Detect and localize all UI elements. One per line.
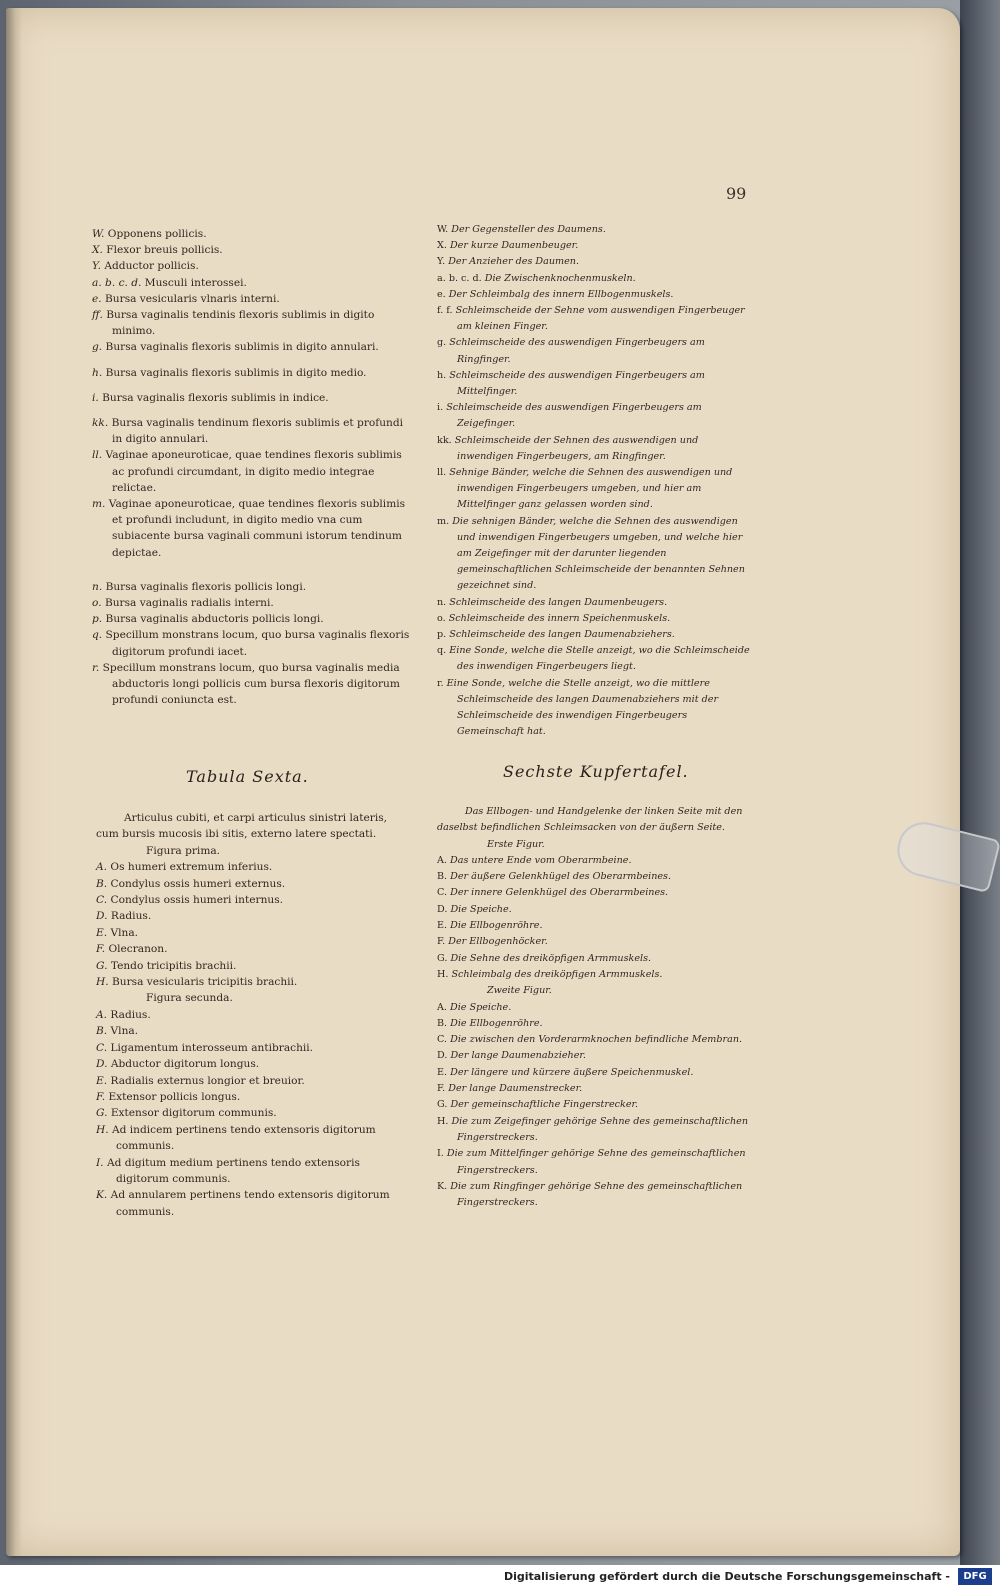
legend-entry	[437, 465, 755, 514]
entry-text: Extensor digitorum communis.	[110, 1107, 277, 1120]
entry-text: Radius.	[110, 1008, 151, 1021]
entry-text: Ad indicem pertinens tendo extensoris digitorum communis.	[111, 1123, 376, 1153]
entry-text: Specillum monstrans locum, quo bursa vaginalis flexoris digitorum profundi iacet.	[105, 629, 410, 658]
entry-label: E.	[437, 920, 448, 932]
legend-entry	[437, 869, 755, 885]
legend-entry	[96, 1073, 412, 1089]
entry-text: Schleimscheide des auswendigen Fingerbeugers am Ringfinger.	[449, 337, 705, 365]
entry-label: B.	[96, 877, 108, 890]
entry-text: Radialis externus longior et breuior.	[110, 1074, 305, 1087]
entry-label: G.	[96, 1107, 108, 1120]
entry-text: Vaginae aponeuroticae, quae tendines flexoris sublimis et profundi includunt, in digito medio vna cum subiacente bursa vaginali communi istorum tendinum depictae.	[108, 498, 406, 559]
legend-entry	[96, 1089, 412, 1105]
entry-text: Ad annularem pertinens tendo extensoris digitorum communis.	[110, 1189, 390, 1218]
entry-label: r.	[437, 677, 444, 689]
legend-entry	[437, 1179, 755, 1212]
entry-label: h.	[92, 366, 103, 379]
legend-entry	[96, 908, 412, 924]
entry-text: Die Speiche.	[450, 903, 512, 915]
legend-entry	[96, 941, 412, 957]
entry-label: o.	[437, 612, 446, 624]
entry-text: Musculi interossei.	[144, 276, 247, 289]
legend-entry	[437, 287, 755, 303]
entry-label: C.	[96, 894, 108, 907]
legend-entry	[92, 226, 412, 242]
entry-text: Abductor digitorum longus.	[110, 1058, 260, 1071]
entry-text: Der gemeinschaftliche Fingerstrecker.	[450, 1099, 639, 1111]
entry-text: Schleimscheide der Sehne vom auswendigen Fingerbeuger am kleinen Finger.	[455, 305, 745, 333]
entry-text: Der Ellbogenhöcker.	[448, 936, 548, 948]
entry-text: Schleimscheide des langen Daumenbeugers.	[449, 596, 668, 608]
entry-text: Flexor breuis pollicis.	[106, 244, 223, 257]
legend-entry	[92, 242, 412, 258]
entry-text: Opponens pollicis.	[107, 228, 207, 240]
legend-entry	[96, 1007, 412, 1023]
entry-text: Die zum Ringfinger gehörige Sehne des gemeinschaftlichen Fingerstreckers.	[450, 1180, 743, 1209]
dfg-logo: DFG	[958, 1568, 992, 1585]
legend-entry	[437, 335, 755, 367]
legend-entry	[437, 368, 755, 400]
entry-label: W.	[437, 224, 449, 235]
legend-entry	[96, 925, 412, 941]
entry-label: C.	[437, 1034, 448, 1046]
legend-entry	[92, 595, 412, 611]
legend-entry	[92, 660, 412, 709]
entry-text: Das untere Ende vom Oberarmbeine.	[450, 854, 632, 866]
legend-entry	[96, 1040, 412, 1056]
entry-label: q.	[437, 645, 447, 657]
legend-entry	[96, 859, 412, 875]
german-legend-kupfertafel	[437, 804, 755, 1211]
legend-entry	[437, 238, 755, 254]
entry-label: F.	[437, 1083, 446, 1095]
entry-text: Bursa vaginalis flexoris sublimis in digito annulari.	[105, 341, 379, 354]
legend-entry	[437, 1048, 755, 1064]
legend-entry	[437, 514, 755, 595]
entry-label: D.	[96, 1058, 108, 1071]
entry-label: n.	[92, 580, 103, 593]
entry-label: K.	[437, 1180, 448, 1192]
entry-text: Die Speiche.	[450, 1001, 512, 1013]
legend-entry	[437, 595, 755, 611]
entry-text: Bursa vaginalis tendinum flexoris sublimis et profundi in digito annulari.	[111, 417, 404, 446]
legend-entry	[92, 579, 412, 595]
entry-label: W.	[92, 228, 105, 240]
entry-label: n.	[437, 596, 447, 608]
entry-text: Specillum monstrans locum, quo bursa vaginalis media abductoris longi pollicis cum bursa flexoris digitorum profundi coniuncta est.	[102, 661, 400, 707]
entry-label: G.	[96, 959, 108, 972]
legend-entry	[96, 958, 412, 974]
entry-label: f. f.	[437, 305, 453, 317]
german-intro: Das Ellbogen- und Handgelenke der linken Seite mit den daselbst befindlichen Schleimsacken von der äußern Seite.	[437, 806, 743, 834]
latin-intro: Articulus cubiti, et carpi articulus sinistri lateris, cum bursis mucosis ibi sitis, externo latere spectati.	[96, 812, 388, 841]
legend-entry	[437, 303, 755, 335]
entry-label: i.	[437, 402, 444, 414]
legend-entry	[92, 291, 412, 307]
entry-label: I.	[96, 1156, 104, 1169]
legend-entry	[437, 627, 755, 643]
legend-entry	[96, 1105, 412, 1121]
legend-entry	[92, 415, 412, 447]
latin-fig2-list	[96, 1007, 412, 1220]
entry-label: kk.	[437, 434, 452, 446]
entry-label: D.	[437, 903, 448, 915]
legend-entry	[437, 934, 755, 950]
legend-entry	[92, 390, 412, 406]
entry-label: F.	[96, 1090, 106, 1103]
legend-entry	[96, 1155, 412, 1188]
legend-entry	[437, 1146, 755, 1179]
heading-sechste-kupfertafel: Sechste Kupfertafel.	[503, 762, 689, 781]
legend-entry	[92, 447, 412, 496]
entry-label: h.	[437, 369, 447, 381]
entry-label: Y.	[92, 260, 101, 273]
entry-label: B.	[437, 871, 448, 883]
entry-label: X.	[92, 244, 103, 257]
entry-text: Schleimscheide des auswendigen Fingerbeugers am Zeigefinger.	[446, 402, 702, 430]
entry-text: Der lange Daumenabzieher.	[450, 1050, 586, 1062]
entry-text: Bursa vesicularis tricipitis brachii.	[111, 976, 298, 989]
entry-label: m.	[437, 515, 450, 527]
legend-entry	[437, 254, 755, 270]
legend-entry	[437, 643, 755, 675]
entry-label: r.	[92, 661, 100, 674]
legend-entry	[96, 974, 412, 990]
latin-legend-tabula-sexta	[96, 810, 412, 1220]
entry-label: K.	[96, 1189, 108, 1202]
figura-prima-label: Figura prima.	[146, 844, 221, 857]
legend-entry	[92, 496, 412, 561]
page-gutter-edge	[6, 8, 22, 1556]
entry-label: D.	[437, 1050, 448, 1062]
entry-label: E.	[96, 926, 108, 939]
entry-text: Die zwischen den Vorderarmknochen befindliche Membran.	[450, 1034, 743, 1046]
entry-label: p.	[92, 613, 103, 626]
entry-text: Schleimscheide des auswendigen Fingerbeugers am Mittelfinger.	[449, 369, 705, 398]
entry-label: H.	[437, 1115, 449, 1127]
entry-label: H.	[437, 968, 449, 980]
legend-entry	[437, 1081, 755, 1097]
entry-label: E.	[437, 1066, 448, 1078]
entry-label: g.	[92, 341, 103, 354]
entry-text: Der innere Gelenkhügel des Oberarmbeines.	[450, 887, 669, 899]
german-legend-continued	[437, 222, 755, 741]
latin-fig1-list	[96, 859, 412, 990]
entry-text: Condylus ossis humeri internus.	[110, 894, 284, 907]
legend-entry	[96, 1122, 412, 1155]
entry-text: Radius.	[110, 910, 152, 923]
entry-label: X.	[437, 240, 447, 252]
entry-text: Die sehnigen Bänder, welche die Sehnen des auswendigen und inwendigen Fingerbeugers umgeben, und welche hier am Zeigefinger mit der darunter liegenden gemeinschaftlichen Schleimscheide der benannten Sehnen gezeichnet sind.	[452, 515, 745, 592]
entry-text: Tendo tricipitis brachii.	[110, 959, 237, 972]
legend-entry	[437, 400, 755, 432]
entry-label: F.	[437, 936, 446, 948]
legend-entry	[92, 365, 412, 381]
scan-edge	[960, 0, 1000, 1565]
heading-tabula-sexta: Tabula Sexta.	[186, 767, 309, 786]
entry-label: a. b. c. d.	[437, 272, 482, 284]
entry-label: C.	[96, 1041, 108, 1054]
entry-text: Olecranon.	[108, 943, 168, 956]
legend-entry	[437, 967, 755, 983]
entry-label: ll.	[92, 449, 103, 462]
entry-text: Bursa vaginalis abductoris pollicis longi.	[105, 613, 324, 626]
entry-text: Bursa vaginalis flexoris sublimis in digito medio.	[105, 366, 367, 379]
entry-label: H.	[96, 976, 109, 989]
legend-entry	[92, 258, 412, 274]
entry-text: Vlna.	[110, 1025, 139, 1038]
entry-text: Sehnige Bänder, welche die Sehnen des auswendigen und inwendigen Fingerbeugers umgeben, und hier am Mittelfinger ganz gelassen worden sind.	[449, 467, 733, 511]
legend-entry	[437, 1114, 755, 1147]
entry-label: I.	[437, 1148, 444, 1160]
legend-entry	[437, 433, 755, 465]
entry-text: Der kurze Daumenbeuger.	[449, 240, 579, 252]
footer-text: Digitalisierung gefördert durch die Deutsche Forschungsgemeinschaft -	[503, 1570, 950, 1583]
entry-label: H.	[96, 1123, 109, 1136]
entry-label: i.	[92, 391, 99, 404]
entry-text: Der Schleimbalg des innern Ellbogenmuskels.	[448, 288, 674, 300]
legend-entry	[437, 918, 755, 934]
footer-bar	[0, 1565, 1000, 1589]
german-fig1-list	[437, 853, 755, 983]
entry-text: Bursa vesicularis vlnaris interni.	[105, 292, 280, 305]
entry-label: e.	[92, 292, 102, 305]
entry-label: A.	[437, 1001, 447, 1013]
entry-text: Die Ellbogenröhre.	[450, 1017, 543, 1029]
zweite-figur-label: Zweite Figur.	[487, 985, 552, 997]
entry-text: Der lange Daumenstrecker.	[448, 1083, 583, 1095]
legend-entry	[437, 853, 755, 869]
entry-label: A.	[96, 861, 108, 874]
figura-secunda-label: Figura secunda.	[146, 992, 233, 1005]
entry-label: q.	[92, 629, 103, 642]
legend-entry	[437, 1016, 755, 1032]
legend-entry	[437, 222, 755, 238]
entry-label: F.	[96, 943, 106, 956]
legend-entry	[437, 951, 755, 967]
entry-label: E.	[96, 1074, 108, 1087]
entry-text: Schleimscheide des innern Speichenmuskels.	[448, 612, 671, 624]
entry-text: Bursa vaginalis flexoris sublimis in indice.	[102, 391, 329, 404]
legend-entry	[437, 1097, 755, 1113]
entry-text: Schleimbalg des dreiköpfigen Armmuskels.	[451, 968, 663, 980]
page-number: 99	[726, 184, 747, 203]
entry-text: Ad digitum medium pertinens tendo extensoris digitorum communis.	[106, 1156, 360, 1185]
spacer	[92, 406, 412, 415]
entry-label: ll.	[437, 467, 447, 479]
entry-label: A.	[96, 1008, 108, 1021]
entry-text: Extensor pollicis longus.	[108, 1090, 241, 1103]
entry-text: Bursa vaginalis flexoris pollicis longi.	[105, 580, 307, 593]
legend-entry	[437, 1000, 755, 1016]
entry-label: C.	[437, 887, 448, 899]
legend-entry	[92, 339, 412, 355]
entry-text: Die zum Zeigefinger gehörige Sehne des gemeinschaftlichen Fingerstreckers.	[451, 1115, 749, 1143]
entry-label: G.	[437, 1099, 448, 1111]
legend-entry	[96, 1023, 412, 1039]
entry-label: e.	[437, 288, 446, 300]
entry-text: Eine Sonde, welche die Stelle anzeigt, wo die Schleimscheide des inwendigen Fingerbeugers liegt.	[449, 645, 750, 673]
entry-label: D.	[96, 910, 108, 923]
entry-text: Schleimscheide der Sehnen des auswendigen und inwendigen Fingerbeugers, am Ringfinger.	[454, 434, 699, 462]
legend-entry	[92, 275, 412, 291]
entry-text: Die Sehne des dreiköpfigen Armmuskels.	[450, 952, 652, 964]
german-fig2-list	[437, 1000, 755, 1212]
legend-entry	[437, 1032, 755, 1048]
entry-text: Der Anzieher des Daumen.	[448, 256, 580, 268]
entry-text: Adductor pollicis.	[104, 260, 199, 273]
entry-text: Ligamentum interosseum antibrachii.	[110, 1041, 314, 1054]
entry-label: kk.	[92, 417, 109, 430]
legend-entry	[96, 1187, 412, 1220]
entry-label: G.	[437, 952, 448, 964]
entry-text: Vlna.	[110, 926, 139, 939]
entry-text: Bursa vaginalis tendinis flexoris sublimis in digito minimo.	[106, 309, 375, 338]
entry-text: Der äußere Gelenkhügel des Oberarmbeines.	[450, 871, 672, 883]
entry-label: ff.	[92, 309, 103, 322]
entry-text: Der Gegensteller des Daumens.	[451, 224, 606, 235]
spacer	[92, 381, 412, 390]
legend-entry	[437, 611, 755, 627]
legend-entry	[437, 676, 755, 741]
legend-entry	[92, 627, 412, 659]
entry-text: Condylus ossis humeri externus.	[110, 877, 286, 890]
entry-text: Die Zwischenknochenmuskeln.	[484, 272, 636, 284]
legend-entry	[96, 1056, 412, 1072]
legend-entry	[437, 271, 755, 287]
entry-label: m.	[92, 498, 106, 511]
entry-label: a. b. c. d.	[92, 276, 142, 289]
legend-entry	[92, 611, 412, 627]
entry-text: Eine Sonde, welche die Stelle anzeigt, wo die mittlere Schleimscheide des langen Daumenabziehers mit der Schleimscheide des inwendigen Fingerbeugers Gemeinschaft hat.	[446, 677, 719, 738]
spacer	[92, 561, 412, 579]
entry-label: B.	[437, 1017, 448, 1029]
erste-figur-label: Erste Figur.	[487, 838, 545, 850]
entry-text: Die Ellbogenröhre.	[450, 920, 543, 932]
entry-label: A.	[437, 854, 447, 866]
entry-text: Der längere und kürzere äußere Speichenmuskel.	[450, 1066, 694, 1078]
entry-text: Vaginae aponeuroticae, quae tendines flexoris sublimis ac profundi circumdant, in digito medio integrae relictae.	[105, 449, 402, 494]
legend-entry	[437, 902, 755, 918]
entry-text: Die zum Mittelfinger gehörige Sehne des gemeinschaftlichen Fingerstreckers.	[446, 1148, 746, 1176]
entry-text: Os humeri extremum inferius.	[110, 861, 273, 874]
entry-label: g.	[437, 337, 447, 349]
legend-entry	[96, 876, 412, 892]
latin-legend-continued	[92, 226, 412, 708]
spacer	[92, 356, 412, 365]
legend-entry	[437, 885, 755, 901]
entry-text: Schleimscheide des langen Daumenabziehers.	[449, 629, 675, 641]
entry-label: o.	[92, 597, 102, 610]
legend-entry	[92, 307, 412, 339]
entry-label: Y.	[437, 256, 446, 268]
legend-entry	[437, 1065, 755, 1081]
legend-entry	[96, 892, 412, 908]
entry-label: B.	[96, 1025, 108, 1038]
entry-label: p.	[437, 629, 447, 641]
entry-text: Bursa vaginalis radialis interni.	[104, 597, 274, 610]
